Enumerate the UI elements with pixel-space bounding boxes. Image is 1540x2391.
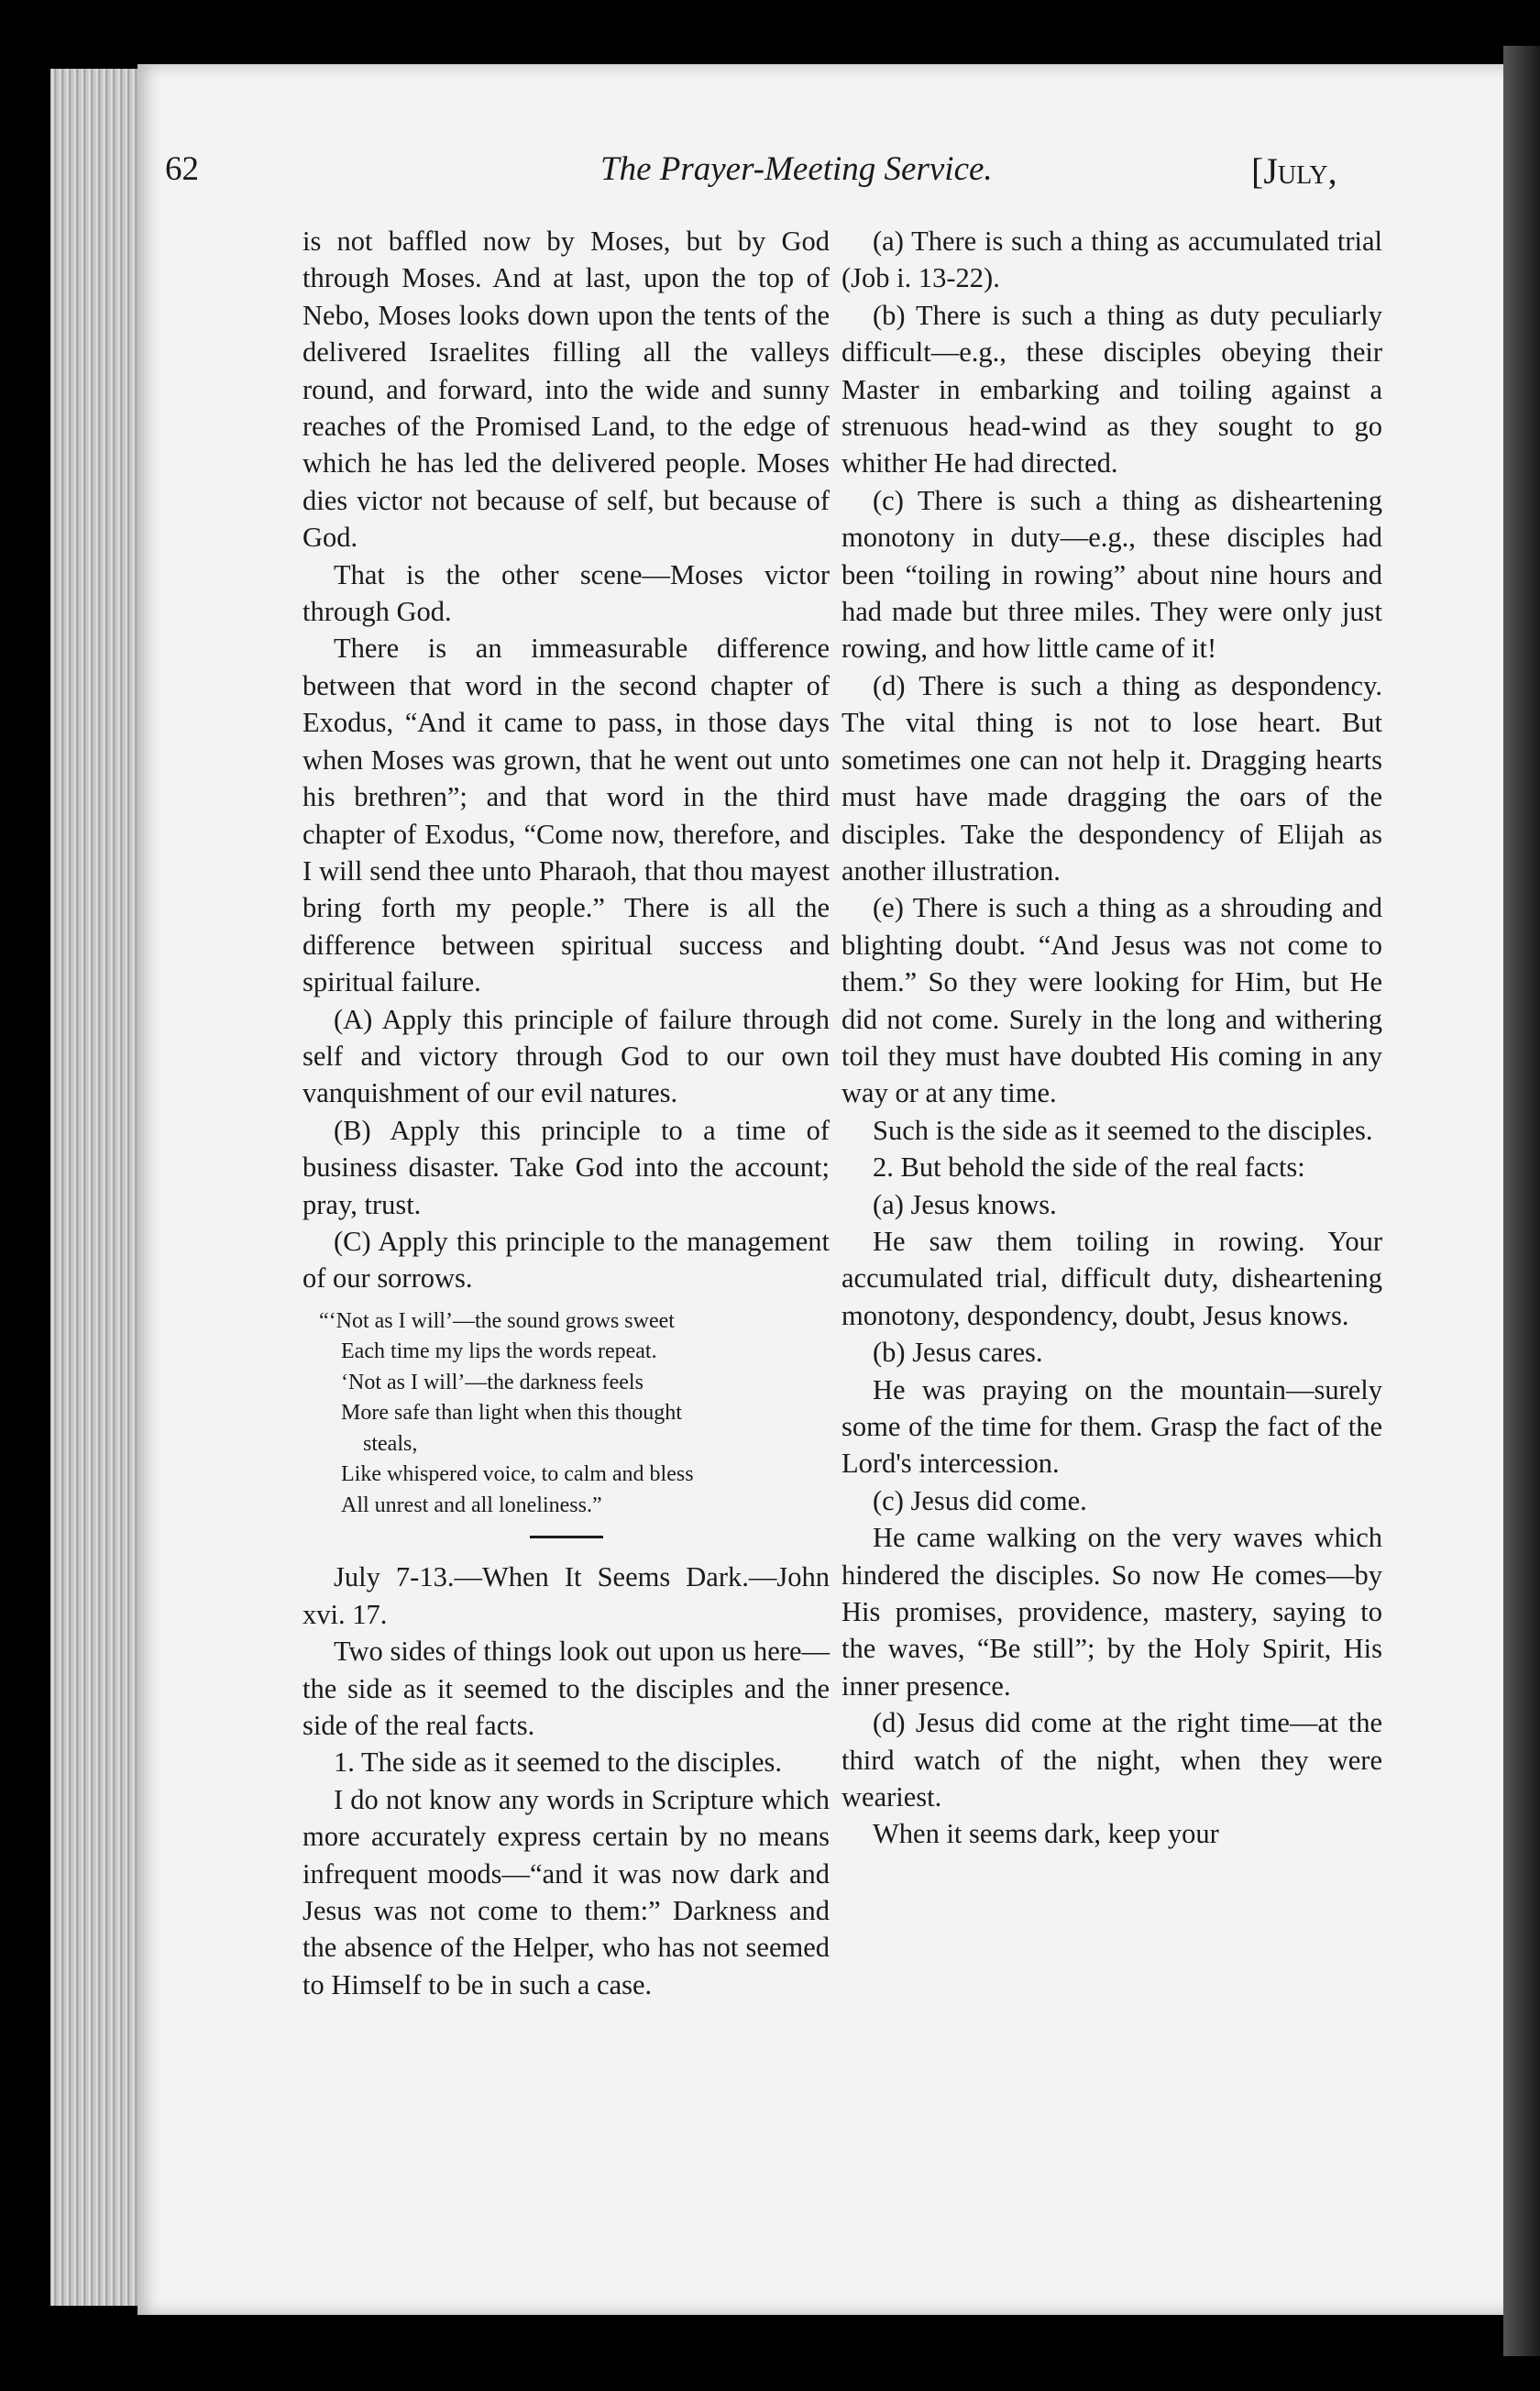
paragraph: Such is the side as it seemed to the disciples. xyxy=(873,1114,1373,1146)
poem-line: steals, xyxy=(363,1431,418,1456)
paragraph: (e) There is such a thing as a shrouding and blighting doubt. “And Jesus was not come to them.” So they were looking for Him, but He did not come. Surely in the long and withering toil they must have doubted His coming in any way or at any time. xyxy=(842,892,1382,1109)
paragraph: He was praying on the mountain—surely some of the time for them. Grasp the fact of the Lord's intercession. xyxy=(842,1373,1382,1480)
paragraph: Two sides of things look out upon us here—the side as it seemed to the disciples and the side of the real facts. xyxy=(302,1636,830,1741)
poem-line: All unrest and all loneliness.” xyxy=(341,1493,602,1517)
poem-line: Each time my lips the words repeat. xyxy=(341,1339,657,1364)
paragraph: (C) Apply this principle to the management of our sorrows. xyxy=(302,1225,830,1295)
paragraph: 1. The side as it seemed to the disciples. xyxy=(334,1746,783,1779)
paragraph: (d) There is such a thing as despondency. The vital thing is not to lose heart. But sometimes one can not help it. Dragging hearts must have made dragging the oars of the disciples. Take the despondency of Elijah as another illustration. xyxy=(842,669,1382,887)
paragraph: (b) Jesus cares. xyxy=(873,1337,1043,1369)
page-header xyxy=(0,149,1540,204)
poem-line: “‘Not as I will’—the sound grows sweet xyxy=(319,1308,675,1333)
paragraph: (c) There is such a thing as disheartening monotony in duty—e.g., these disciples had been “toiling in rowing” about nine hours and had made but three miles. They were only just rowing, and how little came of it! xyxy=(842,484,1382,665)
running-title: The Prayer-Meeting Service. xyxy=(600,150,993,188)
paragraph: He came walking on the very waves which hindered the disciples. So now He comes—by His promises, providence, mastery, saying to the waves, “Be still”; by the Holy Spirit, His inner presence. xyxy=(842,1522,1382,1702)
paragraph: He saw them toiling in rowing. Your accumulated trial, difficult duty, disheartening monotony, despondency, doubt, Jesus knows. xyxy=(842,1225,1382,1331)
paragraph: (a) Jesus knows. xyxy=(873,1188,1057,1220)
page-number: 62 xyxy=(165,150,199,188)
poem-quote xyxy=(319,1306,830,1522)
poem-line: ‘Not as I will’—the darkness feels xyxy=(341,1370,644,1394)
paragraph: (a) There is such a thing as accumulated trial (Job i. 13-22). xyxy=(842,226,1382,294)
paragraph: (c) Jesus did come. xyxy=(873,1484,1087,1516)
paragraph: When it seems dark, keep your xyxy=(873,1818,1219,1850)
paragraph: (B) Apply this principle to a time of business disaster. Take God into the account; pray, trust. xyxy=(302,1114,830,1220)
paragraph: There is an immeasurable difference between that word in the second chapter of Exodus, “And it came to pass, in those days when Moses was grown, that he went out unto his brethren”; and that word in the third chapter of Exodus, “Come now, therefore, and I will send thee unto Pharaoh, that thou mayest bring forth my people.” There is all the difference between spiritual success and spiritual failure. xyxy=(302,633,830,998)
paragraph: (d) Jesus did come at the right time—at the third watch of the night, when they were weariest. xyxy=(842,1707,1382,1813)
left-column xyxy=(302,223,830,2003)
section-divider xyxy=(530,1536,603,1538)
book-binding xyxy=(1503,46,1540,2356)
paragraph: (A) Apply this principle of failure through self and victory through God to our own vanquishment of our evil natures. xyxy=(302,1003,830,1109)
poem-line: More safe than light when this thought xyxy=(341,1401,682,1426)
paragraph: That is the other scene—Moses victor through God. xyxy=(302,558,830,628)
paragraph: is not baffled now by Moses, but by God through Moses. And at last, upon the top of Nebo, Moses looks down upon the tents of the delivered Israelites filling all the valleys round, and forward, into the wide and sunny reaches of the Promised Land, to the edge of which he has led the delivered people. Moses dies victor not because of self, but because of God. xyxy=(302,226,830,554)
right-column xyxy=(842,223,1382,1853)
paragraph: 2. But behold the side of the real facts: xyxy=(873,1151,1305,1184)
paragraph: (b) There is such a thing as duty peculiarly difficult—e.g., these disciples obeying their Master in embarking and toiling against a strenuous head-wind as they sought to go whither He had directed. xyxy=(842,299,1382,479)
poem-line: Like whispered voice, to calm and bless xyxy=(341,1462,694,1487)
running-month: [July, xyxy=(1251,150,1337,192)
section-heading: July 7-13.—When It Seems Dark.—John xvi. 17. xyxy=(302,1561,830,1630)
paragraph: I do not know any words in Scripture which more accurately express certain by no means infrequent moods—“and it was now dark and Jesus was not come to them:” Darkness and the absence of the Helper, who has not seemed to Himself to be in such a case. xyxy=(302,1783,830,2000)
